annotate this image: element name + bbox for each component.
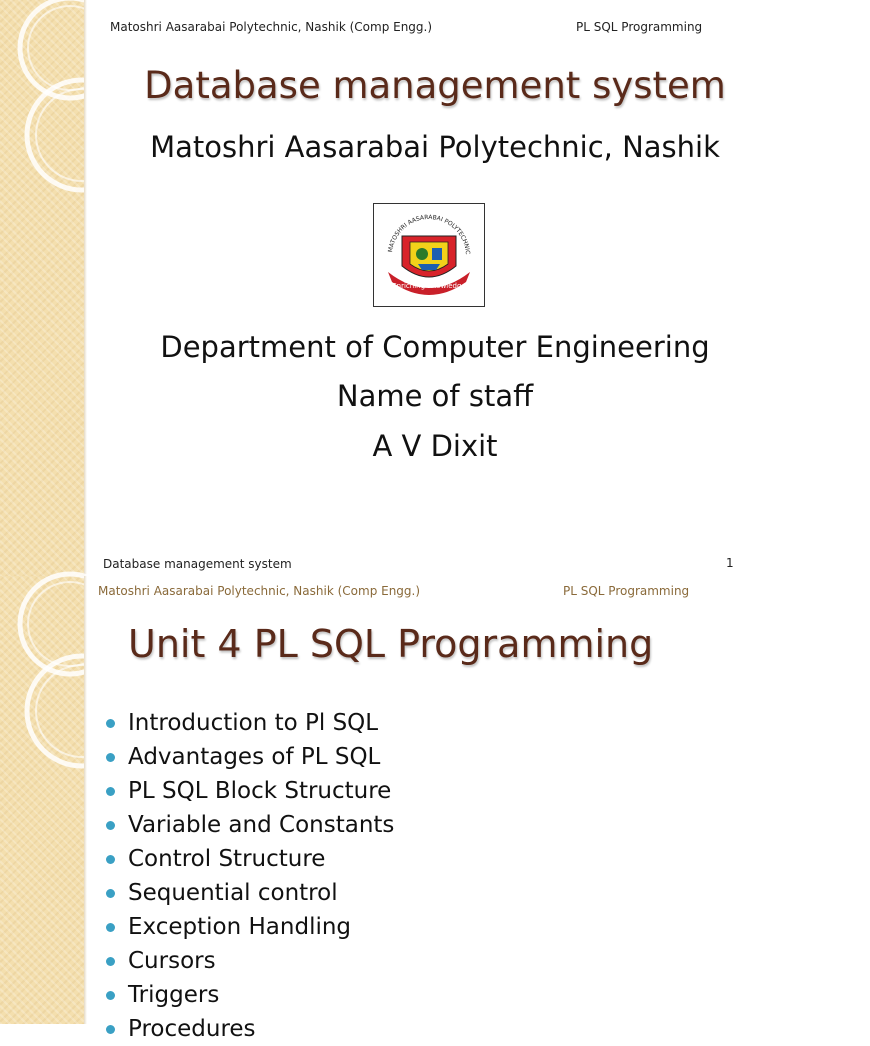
list-item bbox=[104, 808, 394, 842]
list-item-label: Introduction to Pl SQL bbox=[128, 710, 379, 736]
strip-edge bbox=[84, 576, 87, 1024]
list-item bbox=[104, 1012, 394, 1046]
bullet-icon bbox=[106, 787, 115, 796]
decorative-side-strip bbox=[0, 576, 84, 1024]
bullet-icon bbox=[106, 991, 115, 1000]
list-item bbox=[104, 706, 394, 740]
list-item-label: Cursors bbox=[128, 948, 216, 974]
list-item bbox=[104, 876, 394, 910]
list-item-label: Variable and Constants bbox=[128, 812, 395, 838]
header-institute: Matoshri Aasarabai Polytechnic, Nashik (Comp Engg.) bbox=[110, 20, 433, 34]
decorative-rings bbox=[0, 576, 84, 1024]
bullet-icon bbox=[106, 957, 115, 966]
bullet-icon bbox=[106, 855, 115, 864]
list-item-label: Procedures bbox=[128, 1016, 256, 1042]
footer-title: Database management system bbox=[103, 557, 292, 571]
list-item bbox=[104, 740, 394, 774]
staff-label: Name of staff bbox=[336, 379, 534, 413]
header-topic: PL SQL Programming bbox=[563, 584, 690, 598]
bullet-icon bbox=[106, 821, 115, 830]
list-item-label: Sequential control bbox=[128, 880, 338, 906]
staff-name: A V Dixit bbox=[372, 429, 498, 463]
bullet-icon bbox=[106, 923, 115, 932]
list-item-label: PL SQL Block Structure bbox=[128, 778, 392, 804]
list-item bbox=[104, 944, 394, 978]
list-item-label: Triggers bbox=[128, 982, 220, 1008]
list-item-label: Advantages of PL SQL bbox=[128, 744, 381, 770]
institute-name: Matoshri Aasarabai Polytechnic, Nashik bbox=[150, 130, 720, 164]
bullet-icon bbox=[106, 1025, 115, 1034]
list-item bbox=[104, 842, 394, 876]
institute-logo bbox=[373, 203, 485, 307]
list-item bbox=[104, 910, 394, 944]
logo-top-text: MATOSHRI AASARABAI POLYTECHNIC bbox=[387, 213, 472, 255]
list-item-label: Control Structure bbox=[128, 846, 326, 872]
header-topic: PL SQL Programming bbox=[576, 20, 703, 34]
list-item-label: Exception Handling bbox=[128, 914, 352, 940]
slide-1 bbox=[0, 0, 768, 576]
slide-2 bbox=[0, 576, 768, 1042]
topic-list bbox=[104, 706, 394, 1046]
bullet-icon bbox=[106, 753, 115, 762]
bullet-icon bbox=[106, 889, 115, 898]
bullet-icon bbox=[106, 719, 115, 728]
page-number: 1 bbox=[726, 556, 734, 570]
list-item bbox=[104, 978, 394, 1012]
slide-title: Unit 4 PL SQL Programming bbox=[128, 622, 654, 666]
logo-emblem-icon bbox=[374, 204, 484, 306]
list-item bbox=[104, 774, 394, 808]
logo-ribbon-text: Enriching Knowledge bbox=[392, 282, 466, 290]
slide-title: Database management system bbox=[144, 64, 726, 107]
header-institute: Matoshri Aasarabai Polytechnic, Nashik (Comp Engg.) bbox=[98, 584, 421, 598]
department-name: Department of Computer Engineering bbox=[160, 330, 710, 364]
